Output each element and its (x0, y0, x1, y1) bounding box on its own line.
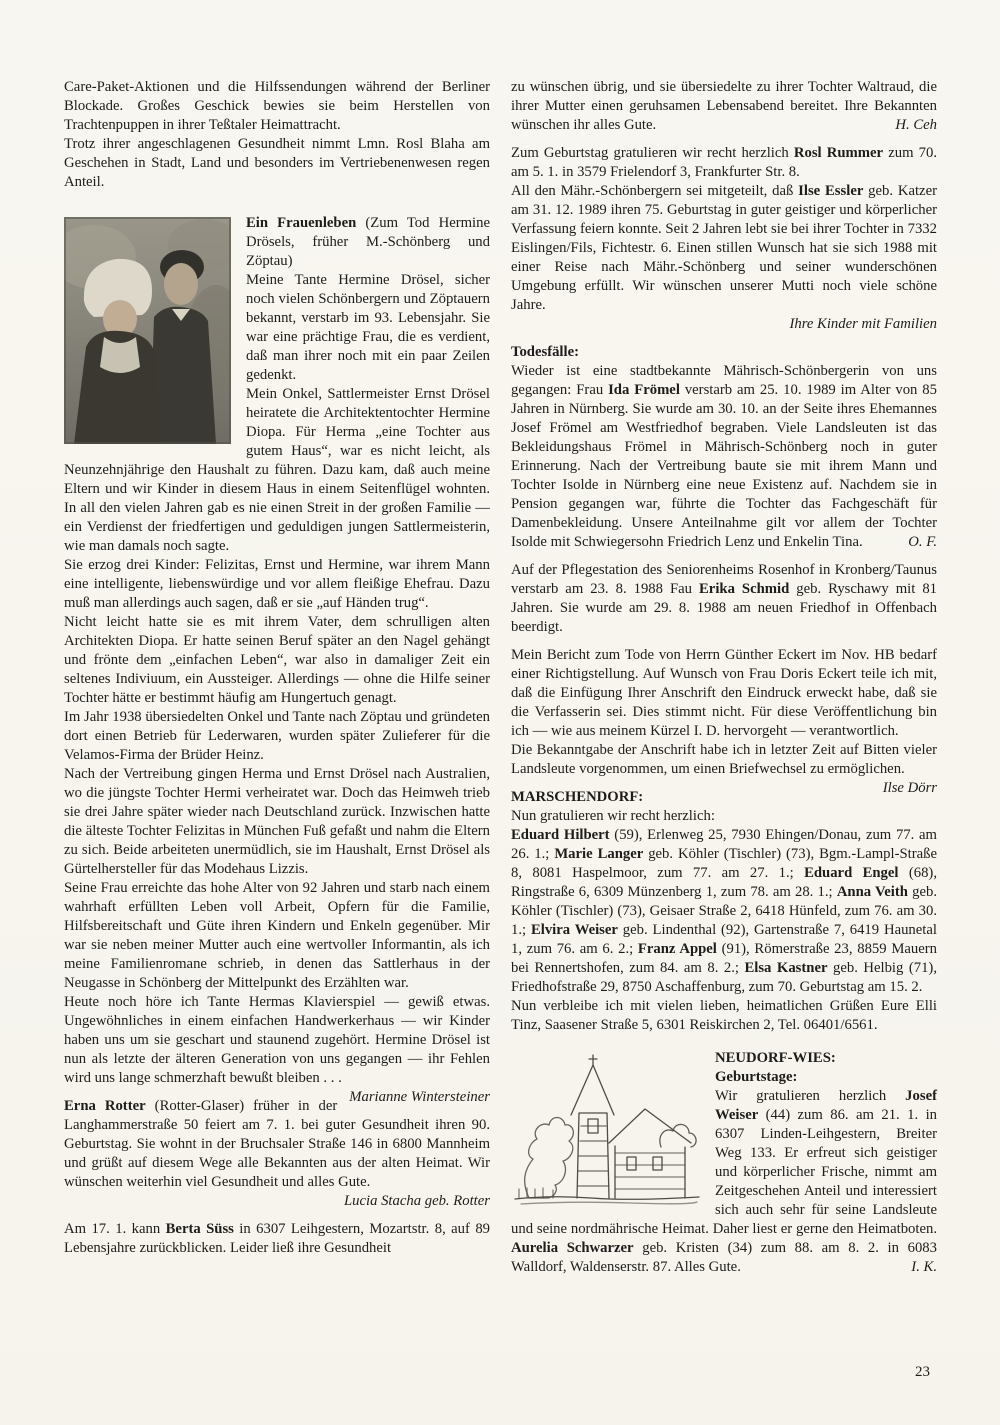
paragraph (511, 561, 937, 637)
paragraph (511, 807, 937, 826)
name-emphasis: NEUDORF-WIES: (715, 1050, 836, 1066)
right-top-section (511, 78, 937, 1035)
signature-line (64, 1192, 490, 1211)
text-run: (Zum Tod Hermine Drösels, früher M.-Schönberg und Zöptau) (246, 215, 490, 269)
name-emphasis: Marie Langer (554, 846, 644, 862)
text-run: geb. Kristen (34) zum 88. am 8. 2. in 6083 Walldorf, Waldenserstr. 87. Alles Gute. (511, 1240, 937, 1275)
paragraph (511, 826, 937, 997)
name-emphasis: Franz Appel (637, 941, 717, 957)
page-number: 23 (915, 1364, 930, 1380)
text-run: zu wünschen übrig, und sie übersiedelte zu ihrer Tochter Waltraud, die ihrer Mutter einen geruhsamen Lebensabend bereitet. Ihre Bekannten wünschen ihr alles Gute. (511, 79, 937, 133)
text-run: Lucia Stacha geb. Rotter (343, 1193, 490, 1209)
text-run: (Rotter-Glaser) früher in der Langhammerstraße 50 feiert am 7. 1. bei guter Gesundheit ihren 90. Geburtstag. Sie wohnt in der Bruchsaler Straße 146 in 6800 Mannheim und grüßt auf diesem Wege alle Bekannten aus der alten Heimat. Wir wünschen weiterhin viel Gesundheit und alles Gute. (64, 1098, 490, 1190)
text-columns (64, 78, 937, 1277)
vintage-photo (64, 217, 231, 444)
signature: Marianne Wintersteiner (349, 1089, 490, 1105)
text-run: Nicht leicht hatte sie es mit ihrem Vater, dem schrulligen alten Architekten Diopa. Er hatte seinen Beruf später an den Nagel gehängt und frönte dem „einfachen Leben“, war also in damaliger Zeit ein seltenes Indiviuum, ein Aussteiger. Allerdings — ohne die Hilfe seiner Tochter hätte er bestimmt häufig am Hungertuch genagt. (64, 614, 490, 706)
text-run: Mein Onkel, Sattlermeister Ernst Drösel heiratete die Architektentochter Hermine Diopa. Für Herma „eine Tochter aus gutem Haus“, war es nicht leicht, als Neunzehnjährige den Haushalt zu führen. Dazu kam, daß auch meine Eltern und wir Kinder in diesem Haus in einem Seitenflügel wohnten. In all den vielen Jahren gab es nie einen Streit in der großen Familie — ein Verdienst der friedfertigen und geduldigen jungen Sattlermeisterin, wie man damals noch sagte. (64, 386, 490, 554)
paragraph (511, 144, 937, 182)
intro-section (64, 78, 490, 192)
text-run: Trotz ihrer angeschlagenen Gesundheit nimmt Lmn. Rosl Blaha am Geschehen in Stadt, Land und besonders im Vertriebenenwesen regen Anteil. (64, 136, 490, 190)
frauenleben-article (64, 214, 490, 1105)
text-run: Wir gratulieren herzlich (715, 1088, 906, 1104)
signature: I. K. (911, 1259, 937, 1275)
signature: Ilse Dörr (882, 780, 937, 796)
paragraph (511, 646, 937, 741)
text-run: Heute noch höre ich Tante Hermas Klavierspiel — gewiß etwas. Ungewöhnliches in einem einfachen Handwerkerhaus — wir Kinder haben uns um sie geschart und staunend zugehört. Hermine Drösel ist nun als letzte der älteren Generation von uns gegangen — ihr Fehlen wird uns lange schmerzhaft bewußt bleiben . . . (64, 994, 490, 1086)
name-emphasis: Ein Frauenleben (246, 215, 357, 231)
paragraph (64, 1097, 490, 1192)
vintage-photo-image (64, 217, 231, 444)
name-emphasis: Anna Veith (836, 884, 908, 900)
text-run: zum 70. am 5. 1. in 3579 Frielendorf 3, Frankfurter Str. 8. (511, 145, 938, 180)
name-emphasis: Rosl Rummer (793, 145, 884, 161)
text-run: Mein Bericht zum Tode von Herrn Günther Eckert im Nov. HB bedarf einer Richtigstellung. Auf Wunsch von Frau Doris Eckert teile ich mit, daß die Einfügung Ihrer Anschrift den Eindruck erweckt habe, daß sie die Verfasserin sei. Dies stimmt nicht. Für diese Veröffentlichung bin ich — wie aus meinem Kürzel I. D. hervorgeht — verantwortlich. (511, 647, 937, 739)
name-emphasis: Aurelia Schwarzer (511, 1240, 634, 1256)
text-run: (91), Römerstraße 23, 8859 Mauern bei Rennertshofen, zum 84. am 8. 2.; (511, 941, 937, 976)
signature: H. Ceh (895, 117, 937, 133)
paragraph (64, 708, 490, 765)
name-emphasis: Ida Frömel (608, 382, 680, 398)
name-emphasis: Elsa Kastner (744, 960, 828, 976)
name-emphasis: Elvira Weiser (530, 922, 618, 938)
name-emphasis: Eduard Engel (804, 865, 899, 881)
paragraph (64, 993, 490, 1105)
text-run: Nach der Vertreibung gingen Herma und Ernst Drösel nach Australien, wo die jüngste Tochter Hermi verheiratet war. Doch das Heimweh trieb sie drei Jahre später wieder nach Deutschland zurück. Inzwischen hatte die älteste Tochter Felizitas in München Fuß gefaßt und nahm die Eltern zu sich. Beide arbeiteten unermüdlich, sie im Haushalt, Ernst Drösel als Gürtelhersteller für das Modehaus Lizzis. (64, 766, 490, 877)
church-drawing (511, 1051, 703, 1211)
signature: O. F. (908, 534, 937, 550)
name-emphasis: Todesfälle: (511, 344, 580, 360)
text-run: Nun verbleibe ich mit vielen lieben, heimatlichen Grüßen Eure Elli Tinz, Saasener Straße 5, 6301 Reiskirchen 2, Tel. 06401/6561. (511, 998, 937, 1033)
text-run: (44) zum 86. am 21. 1. in 6307 Linden-Leihgestern, Breiter Weg 133. Er erfreut sich geistiger und körperlicher Frische, nimmt am Zeitgeschehen Anteil und interessiert sich auch sehr für seine Landsleute und seine nordmährische Heimat. Daher liest er gerne den Heimatboten. (511, 1107, 937, 1237)
text-run: Wieder ist eine stadtbekannte Mährisch-Schönbergerin von uns gegangen: Frau (511, 363, 937, 398)
text-run: geb. Helbig (71), Friedhofstraße 29, 8750 Aschaffenburg, zum 70. Geburtstag am 15. 2. (511, 960, 937, 995)
name-emphasis: Geburtstage: (715, 1069, 798, 1085)
name-emphasis: MARSCHENDORF: (511, 789, 644, 805)
right-column (511, 78, 937, 1277)
paragraph (64, 556, 490, 613)
paragraph (511, 997, 937, 1035)
name-emphasis: Berta Süss (165, 1221, 234, 1237)
text-run: geb. Ryschawy mit 81 Jahren. Sie wurde am 29. 8. 1988 am neuen Friedhof in Offenbach beerdigt. (511, 581, 938, 635)
name-emphasis: Josef Weiser (715, 1088, 937, 1123)
name-emphasis: Erna Rotter (64, 1098, 146, 1114)
paragraph (511, 182, 937, 315)
paragraph (64, 879, 490, 993)
name-emphasis: Eduard Hilbert (511, 827, 610, 843)
left-column (64, 78, 490, 1277)
name-emphasis: Ilse Essler (798, 183, 864, 199)
text-run: geb. Köhler (Tischler) (73), Bgm.-Lampl-Straße 8, 8081 Haspelmoor, zum 77. am 27. 1.; (511, 846, 937, 881)
text-run: Am 17. 1. kann (64, 1221, 166, 1237)
text-run: (59), Erlenweg 25, 7930 Ehingen/Donau, zum 77. am 26. 1.; (511, 827, 937, 862)
text-run: Seine Frau erreichte das hohe Alter von 92 Jahren und starb nach einem wahrhaft erfüllten Leben voll Arbeit, Opfern für die Familie, Hilfsbereitschaft und Güte ihren Kindern und Enkeln gegenüber. Mir war sie neben meiner Mutter auch eine wertvoller Informantin, als ich meine Familienromane schrieb, in denen das Sattlerhaus in der Neugasse in Schönberg der Mittelpunkt des Erzählten war. (64, 880, 490, 991)
text-run: Meine Tante Hermine Drösel, sicher noch vielen Schönbergern und Zöptauern bekannt, verstarb im 93. Lebensjahr. Sie war eine prächtige Frau, die es verdient, daß man ihrer noch mit ein paar Zeilen gedenkt. (246, 272, 490, 383)
text-run: (68), Ringstraße 6, 6309 Münzenberg 1, zum 78. am 28. 1.; (511, 865, 937, 900)
paragraph (511, 362, 937, 552)
text-run: verstarb am 25. 10. 1989 im Alter von 85 Jahren in Nürnberg. Sie wurde am 30. 10. an der Seite ihres Ehemannes Josef Frömel am Westfriedhof begraben. Viele Landsleuten ist das Bekleidungshaus Frömel in Mährisch-Schönberg noch in guter Erinnerung. Nach der Vertreibung baute sie mit ihrem Mann und Tochter Isolde in Nürnberg eine neue Existenz auf. Nachdem sie in Pension gegangen war, führte die Tochter das Fachgeschäft für Damenbekleidung. Unsere Anteilnahme gilt vor allem der Tochter Isolde mit Schwiegersohn Friedrich Lenz und Enkelin Tina. (511, 382, 937, 550)
text-run: Auf der Pflegestation des Seniorenheims Rosenhof in Kronberg/Taunus verstarb am 23. 8. 1988 Fau (511, 562, 937, 597)
paragraph (64, 613, 490, 708)
name-emphasis: Erika Schmid (699, 581, 790, 597)
birthday-notes-section (64, 1097, 490, 1258)
neudorf-wies-section (511, 1049, 937, 1277)
paragraph (64, 78, 490, 135)
paragraph (511, 741, 937, 796)
church-drawing-image (511, 1051, 703, 1211)
signature-line (511, 315, 937, 334)
text-run: Care-Paket-Aktionen und die Hilfssendungen während der Berliner Blockade. Großes Geschick bewies sie beim Herstellen von Trachtenpuppen in ihrer Teßtaler Heimattracht. (64, 79, 490, 133)
paragraph (511, 78, 937, 135)
text-run: Sie erzog drei Kinder: Felizitas, Ernst und Hermine, war ihrem Mann eine intelligente, liebenswürdige und vor allem fleißige Ehefrau. Dazu muß man allerdings auch sagen, daß er sie „auf Händen trug“. (64, 557, 490, 611)
paragraph (64, 1220, 490, 1258)
text-run: geb. Katzer am 31. 12. 1989 ihren 75. Geburtstag in guter geistiger und körperlicher Verfassung feiern konnte. Seit 2 Jahren lebt sie bei ihrer Tochter in 7332 Eislingen/Fils, Fichtestr. 6. Einen stillen Wunsch hat sie sich 1988 mit einer Reise nach Mähr.-Schönberg und seiner wunderschönen Umgebung erfüllt. Wir wünschen unserer Mutti noch viele schöne Jahre. (511, 183, 937, 313)
text-run: All den Mähr.-Schönbergern sei mitgeteilt, daß (511, 183, 799, 199)
text-run: Zum Geburtstag gratulieren wir recht herzlich (511, 145, 794, 161)
paragraph (64, 135, 490, 192)
text-run: geb. Köhler (Tischler) (73), Geisaer Straße 2, 6418 Hünfeld, zum 76. am 30. 1.; (511, 884, 937, 938)
text-run: geb. Lindenthal (92), Gartenstraße 7, 6419 Haunetal 1, zum 76. am 6. 2.; (511, 922, 937, 957)
text-run: Die Bekanntgabe der Anschrift habe ich in letzter Zeit auf Bitten vieler Landsleute vorgenommen, um einen Briefwechsel zu ermöglichen. (511, 742, 937, 777)
text-run: Im Jahr 1938 übersiedelten Onkel und Tante nach Zöptau und gründeten dort einen Betrieb für Lederwaren, wurden später Zulieferer für die Velamos-Firma der Brüder Heinz. (64, 709, 490, 763)
paragraph (64, 765, 490, 879)
text-run: Ihre Kinder mit Familien (789, 316, 937, 332)
text-run: Nun gratulieren wir recht herzlich: (511, 808, 715, 824)
section-heading (511, 343, 937, 362)
text-run: in 6307 Leihgestern, Mozartstr. 8, auf 89 Lebensjahre zurückblicken. Leider ließ ihre Gesundheit (64, 1221, 491, 1256)
